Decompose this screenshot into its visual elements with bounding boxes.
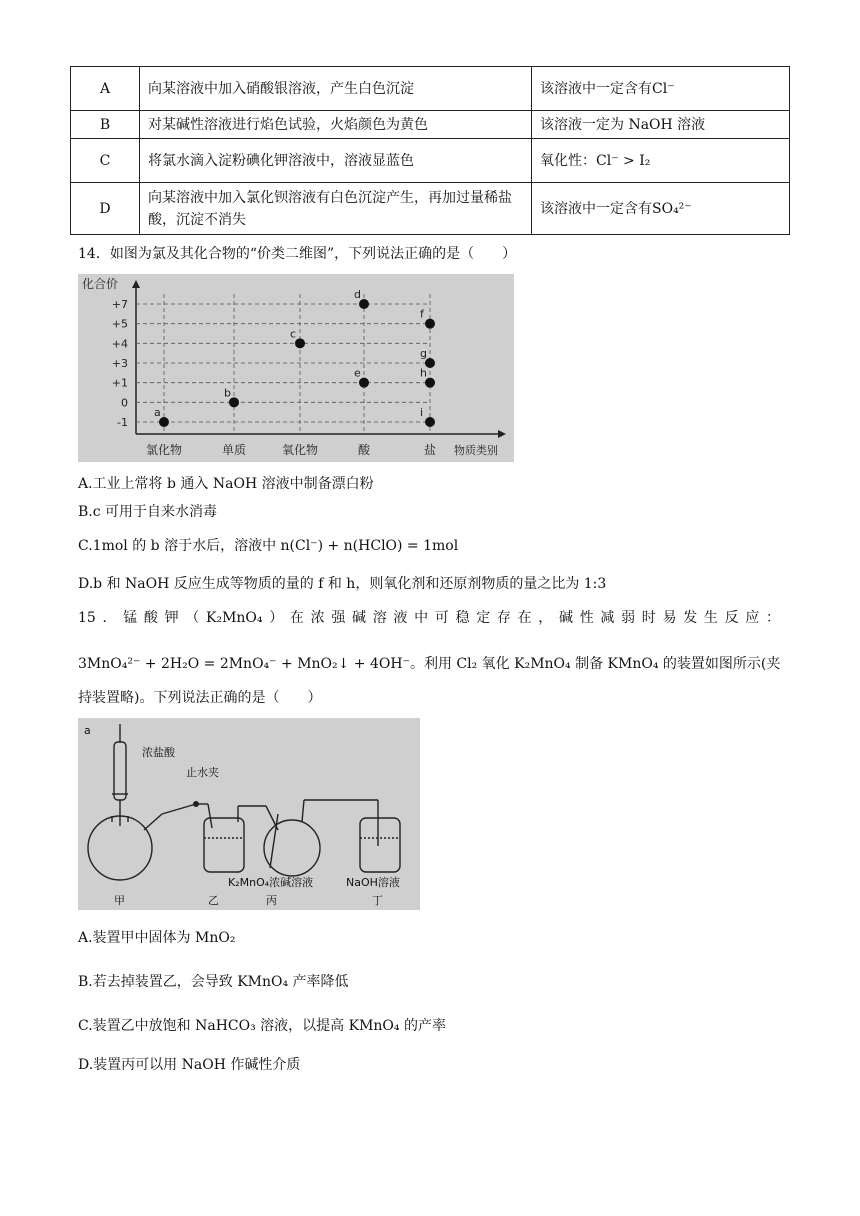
point-label-f: f	[420, 307, 424, 321]
row-experiment: 对某碱性溶液进行焰色试验，火焰颜色为黄色	[140, 111, 532, 139]
valence-class-chart	[78, 274, 514, 462]
y-tick-label: +4	[111, 337, 128, 351]
point-label-c: c	[290, 327, 297, 341]
label-naoh: NaOH溶液	[346, 876, 400, 889]
label-jia: 甲	[114, 894, 125, 907]
point-label-h: h	[420, 366, 427, 380]
x-tick-label: 盐	[423, 443, 437, 457]
dropping-funnel	[114, 742, 126, 800]
question-15-stem-1: 15．锰酸钾（K₂MnO₄）在浓强碱溶液中可稳定存在，碱性减弱时易发生反应：	[78, 610, 780, 626]
clamp-icon	[193, 801, 199, 807]
data-point-i	[425, 417, 435, 427]
q15-option-d: D.装置丙可以用 NaOH 作碱性介质	[78, 1057, 301, 1073]
q14-option-c: C.1mol 的 b 溶于水后，溶液中 n(Cl⁻) + n(HClO) = 1mol	[78, 538, 459, 554]
x-tick-label: 酸	[357, 443, 371, 457]
row-experiment: 将氯水滴入淀粉碘化钾溶液中，溶液显蓝色	[140, 139, 532, 183]
x-tick-label: 氧化物	[281, 443, 319, 457]
point-label-b: b	[224, 386, 231, 400]
table-row	[71, 67, 790, 111]
row-conclusion: 氧化性：Cl⁻ > I₂	[532, 139, 790, 183]
x-tick-label: 氯化物	[145, 443, 183, 457]
y-axis-arrow	[132, 280, 140, 288]
y-tick-label: -1	[117, 416, 128, 429]
apparatus-diagram	[78, 718, 420, 910]
row-conclusion: 该溶液一定为 NaOH 溶液	[532, 111, 790, 139]
label-ding: 丁	[372, 894, 383, 907]
side-arm	[144, 814, 162, 830]
bottle-ding	[360, 818, 400, 872]
table-row	[71, 183, 790, 235]
row-conclusion: 该溶液中一定含有SO₄²⁻	[532, 183, 790, 235]
label-a: a	[84, 724, 91, 737]
q15-option-a: A.装置甲中固体为 MnO₂	[78, 930, 236, 946]
row-option: C	[71, 139, 140, 183]
data-point-c	[295, 338, 305, 348]
q14-option-d: D.b 和 NaOH 反应生成等物质的量的 f 和 h，则氧化剂和还原剂物质的量之比为 1:3	[78, 576, 607, 592]
y-tick-label: +3	[111, 357, 128, 370]
row-option: D	[71, 183, 140, 235]
y-tick-label: +7	[111, 298, 128, 311]
experiment-table	[70, 66, 790, 235]
point-label-e: e	[354, 366, 361, 380]
x-tick-label: 单质	[221, 443, 247, 457]
bottle-yi	[204, 818, 244, 872]
question-14-stem: 14．如图为氯及其化合物的“价类二维图”，下列说法正确的是（ ）	[78, 246, 517, 262]
question-15-stem-3: 持装置略)。下列说法正确的是（ ）	[78, 690, 322, 706]
y-tick-label: +5	[111, 317, 128, 331]
table-row	[71, 139, 790, 183]
row-conclusion: 该溶液中一定含有Cl⁻	[532, 67, 790, 111]
point-label-i: i	[420, 406, 424, 419]
row-experiment: 向某溶液中加入硝酸银溶液，产生白色沉淀	[140, 67, 532, 111]
label-clamp: 止水夹	[186, 766, 219, 779]
point-label-g: g	[420, 347, 427, 360]
y-axis-label: 化合价	[82, 277, 119, 291]
q14-option-b: B.c 可用于自来水消毒	[78, 504, 218, 520]
y-tick-label: 0	[121, 396, 128, 410]
label-acid: 浓盐酸	[142, 746, 175, 759]
y-tick-label: +1	[111, 376, 128, 390]
data-point-f	[425, 319, 435, 329]
question-15-stem-2: 3MnO₄²⁻ + 2H₂O = 2MnO₄⁻ + MnO₂↓ + 4OH⁻。利用 Cl₂ 氧化 K₂MnO₄ 制备 KMnO₄ 的装置如图所示(夹	[78, 656, 781, 672]
q15-option-c: C.装置乙中放饱和 NaHCO₃ 溶液，以提高 KMnO₄ 的产率	[78, 1018, 446, 1034]
label-bing: 丙	[266, 894, 277, 907]
q14-option-a: A.工业上常将 b 通入 NaOH 溶液中制备漂白粉	[78, 476, 374, 492]
label-yi: 乙	[208, 894, 219, 907]
row-experiment: 向某溶液中加入氯化钡溶液有白色沉淀产生，再加过量稀盐酸，沉淀不消失	[140, 183, 532, 235]
point-label-a: a	[154, 406, 161, 419]
x-axis-label: 物质类别	[454, 444, 498, 457]
table-row	[71, 111, 790, 139]
q15-option-b: B.若去掉装置乙，会导致 KMnO₄ 产率降低	[78, 974, 349, 990]
label-k2mno4: K₂MnO₄浓碱溶液	[228, 876, 314, 889]
row-option: B	[71, 111, 140, 139]
x-axis-arrow	[498, 430, 506, 438]
point-label-d: d	[354, 288, 361, 301]
row-option: A	[71, 67, 140, 111]
